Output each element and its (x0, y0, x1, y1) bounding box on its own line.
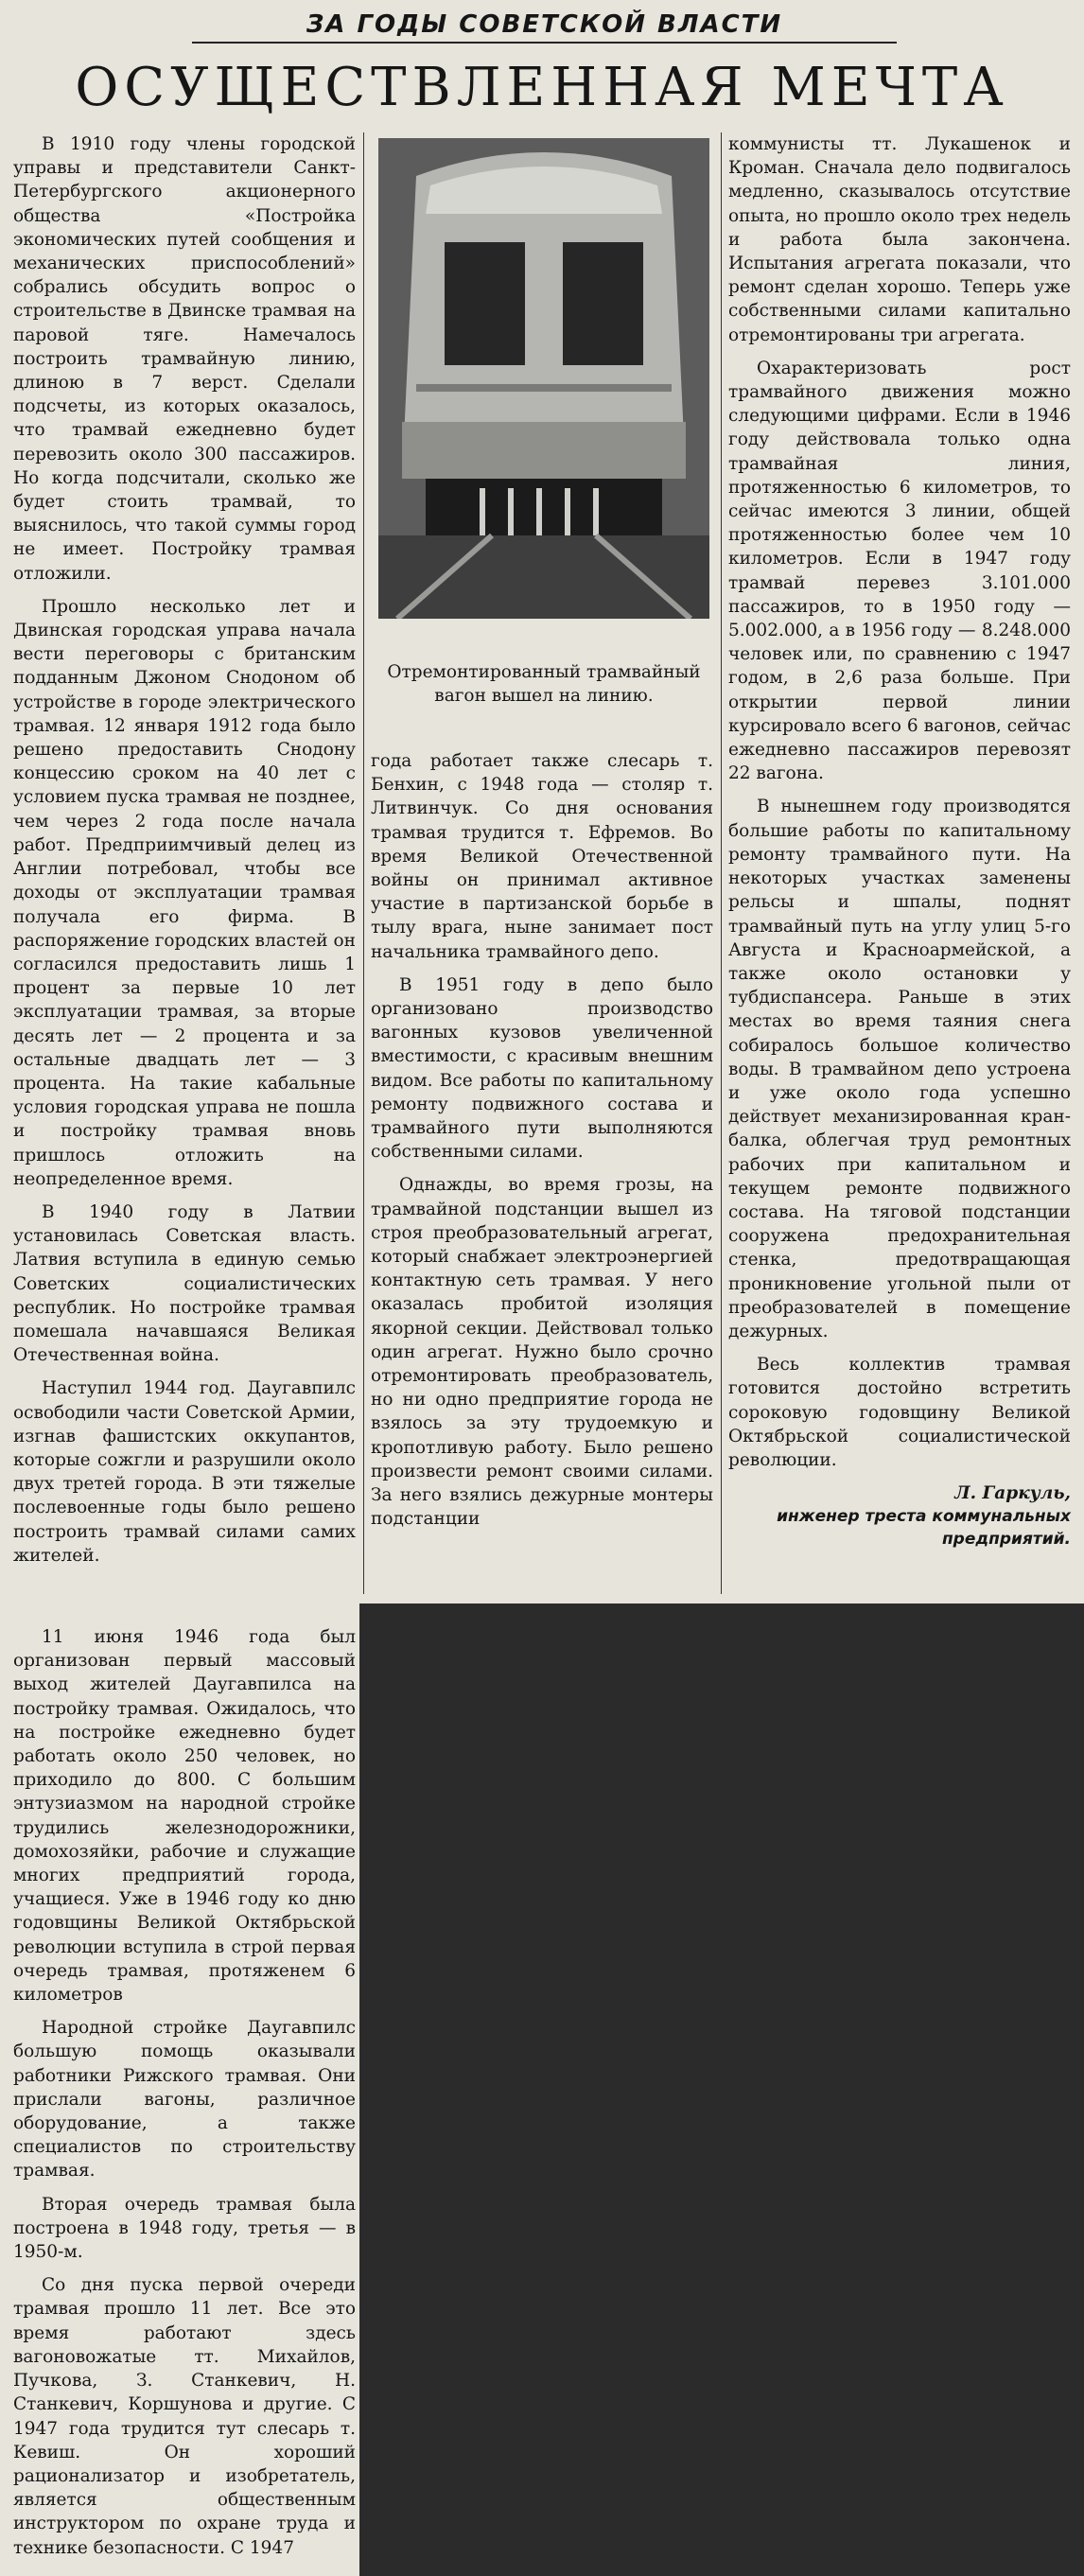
column-divider (363, 132, 364, 1594)
article-column-2 (371, 749, 713, 1541)
article-column-4 (13, 1625, 356, 2569)
paragraph: В нынешнем году производятся большие работы по капитальному ремонту трамвайного пути. На некоторых участках заменены рельсы и шпалы, поднят трамвайный путь на углу улиц 5-го Августа и Красноармейской, а также около остановки у тубдиспансера. Раньше в этих местах во время таяния снега собиралось большое количество воды. В трамвайном депо устроена и уже около года успешно действует механизированная кран-балка, облегчая труд ремонтных рабочих при капитальном и текущем ремонте подвижного состава. На тяговой подстанции сооружена предохранительная стенка, предотвращающая проникновение угольной пыли от преобразователей в помещение дежурных. (728, 797, 1071, 1341)
article-column-3 (728, 132, 1071, 1551)
headline: ОСУЩЕСТВЛЕННАЯ МЕЧТА (75, 57, 1009, 118)
signature-name: Л. Гаркуль, (954, 1483, 1071, 1504)
paragraph: Народной стройке Даугавпилс большую помощь оказывали работники Рижского трамвая. Они прислали вагоны, различное оборудование, а также специалистов по строительству трамвая. (13, 2018, 356, 2182)
paragraph: Вторая очередь трамвая была построена в 1948 году, третья — в 1950-м. (13, 2194, 356, 2263)
column-divider (721, 132, 722, 1594)
article-column-1 (13, 132, 356, 1577)
paragraph: Со дня пуска первой очереди трамвая прошло 11 лет. Все это время работают здесь вагоновожатые тт. Михайлов, Пучкова, З. Станкевич, Н. Станкевич, Коршунова и другие. С 1947 года трудится тут слесарь т. Кевиш. Он хороший рационализатор и изобретатель, является общественным инструктором по охране труда и технике безопасности. С 1947 (13, 2275, 356, 2558)
rubric: ЗА ГОДЫ СОВЕТСКОЙ ВЛАСТИ (306, 10, 783, 39)
paragraph: 11 июня 1946 года был организован первый массовый выход жителей Даугавпилса на постройку трамвая. Ожидалось, что на постройке ежедневно будет работать около 250 человек, но приходило до 800. С большим энтузиазмом на народной стройке трудились железнодорожники, домохозяйки, рабочие и служащие многих предприятий города, учащиеся. Уже в 1946 году ко дню годовщины Великой Октябрьской революции вступила в строй первая очередь трамвая, протяженем 6 километров (13, 1627, 356, 2006)
paragraph: Охарактеризовать рост трамвайного движения можно следующими цифрами. Если в 1946 году действовала только одна трамвайная линия, протяженностью 6 километров, то сейчас имеются 3 линии, общей протяженностью более чем 10 километров. Если в 1947 году трамвай перевез 3.101.000 пассажиров, то в 1950 году — 5.002.000, а в 1956 году — 8.248.000 человек или, по сравнению с 1947 годом, в 2,6 раза больше. При открытии первой линии курсировало всего 6 вагонов, сейчас ежедневно пассажиров перевозят 22 вагона. (728, 358, 1071, 784)
paragraph: Однажды, во время грозы, на трамвайной подстанции вышел из строя преобразовательный агрегат, который снабжает электроэнергией контактную сеть трамвая. У него оказалась пробитой изоляция якорной секции. Действовал только один агрегат. Нужно было срочно отремонтировать преобразователь, но ни одно предприятие города не взялось за эту трудоемкую и кропотливую работу. Было решено произвести ремонт своими силами. За него взялись дежурные монтеры подстанции (371, 1175, 713, 1530)
paragraph: В 1940 году в Латвии установилась Советская власть. Латвия вступила в единую семью Советских социалистических республик. Но постройке трамвая помешала начавшаяся Великая Отечественная война. (13, 1201, 356, 1366)
signature-title: инженер треста коммунальных предприятий. (777, 1507, 1071, 1550)
paragraph: коммунисты тт. Лукашенок и Кроман. Сначала дело подвигалось медленно, сказывалось отсутствие опыта, но прошло около трех недель и работа была закончена. Испытания агрегата показали, что ремонт сделан хорошо. Теперь уже собственными силами капитально отремонтированы три агрегата. (728, 134, 1071, 345)
paragraph: В 1910 году члены городской управы и представители Санкт-Петербургского акционерного общества «Постройка экономических путей сообщения и механических приспособлений» собрались обсудить вопрос о строительстве в Двинске трамвая на паровой тяге. Намечалось построить трамвайную линию, длиною в 7 верст. Сделали подсчеты, из которых оказалось, что трамвай ежедневно будет перевозить около 300 пассажиров. Но когда подсчитали, сколько же будет стоить трамвай, то выяснилось, что такой суммы город не имеет. Постройку трамвая отложили. (13, 134, 356, 584)
paragraph: Прошло несколько лет и Двинская городская управа начала вести переговоры с британским подданным Джоном Снодоном об устройстве в городе электрического трамвая. 12 января 1912 года было решено предоставить Снодону концессию сроком на 40 лет с условием пуска трамвая не позднее, чем через 2 года после начала работ. Предприимчивый делец из Англии потребовал, чтобы все доходы от эксплуатации трамвая получала его фирма. В распоряжение городских властей он согласился предоставить лишь 1 процент за первые 10 лет эксплуатации трамвая, за вторые десять лет — 2 процента и за остальные двадцать лет — 3 процента. На такие кабальные условия городская управа не пошла и постройку трамвая вновь пришлось отложить на неопределенное время. (13, 596, 356, 1189)
paragraph: Весь коллектив трамвая готовится достойно встретить сороковую годовщину Великой Октябрьской социалистической революции. (728, 1355, 1071, 1470)
paragraph: Наступил 1944 год. Даугавпилс освободили части Советской Армии, изгнав фашистских оккупантов, которые сожгли и разрушили около двух третей города. В эти тяжелые послевоенные годы было решено построить трамвай силами самих жителей. (13, 1378, 356, 1566)
photo-caption: Отремонтированный трамвайный вагон вышел на линию. (387, 662, 701, 706)
tram-car-image (378, 138, 709, 619)
rubric-rule (192, 42, 897, 44)
paragraph: В 1951 году в депо было организовано производство вагонных кузовов увеличенной вместимости, с красивым внешним видом. Все работы по капитальному ремонту подвижного состава и трамвайного пути выполняются собственными силами. (371, 974, 713, 1163)
paragraph: года работает также слесарь т. Бенхин, с 1948 года — столяр т. Литвинчук. Со дня основания трамвая трудится т. Ефремов. Во время Великой Отечественной войны он принимал активное участие в партизанской борьбе в тылу врага, ныне занимает пост начальника трамвайного депо. (371, 751, 713, 962)
tram-photo (378, 138, 709, 619)
